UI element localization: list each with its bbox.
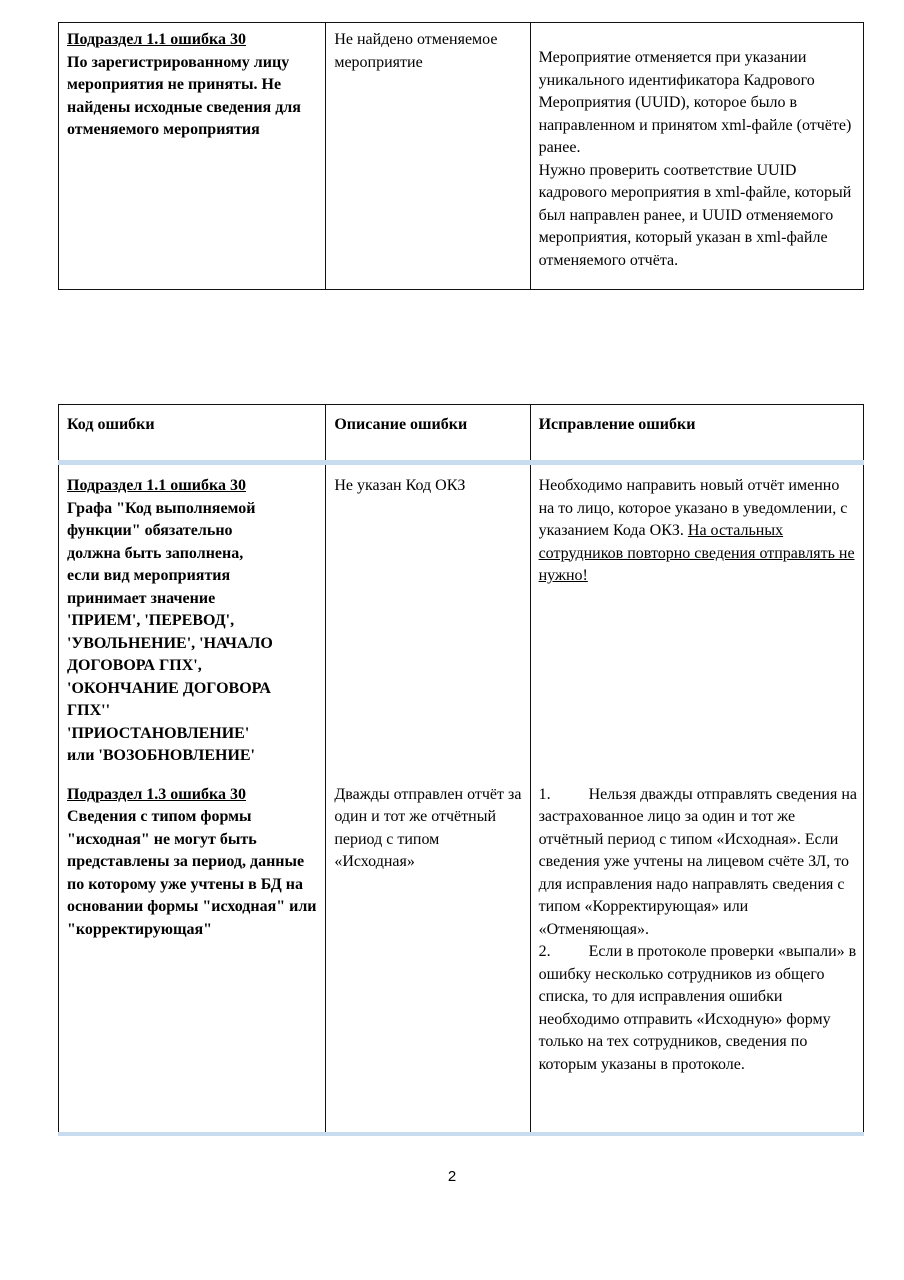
error-code-cell (59, 23, 325, 148)
page-number: 2 (447, 1168, 457, 1185)
list-item: 2. Если в протоколе проверки «выпали» в ошибку несколько сотрудников из общего списка, то для исправления ошибки необходимо отправить «Исходную» форму только на тех сотрудников, сведения по которым указаны в протоколе. (538, 943, 857, 1073)
error-table (58, 404, 864, 1136)
error-description: Не указан Код ОКЗ (334, 477, 466, 494)
table-row (59, 23, 864, 290)
error-code-title: Подраздел 1.1 ошибка 30 (67, 31, 246, 48)
error-description: Дважды отправлен отчёт за один и тот же отчётный период с типом «Исходная» (334, 785, 522, 870)
header-description: Описание ошибки (334, 416, 468, 433)
header-code: Код ошибки (67, 416, 155, 433)
error-fix-paragraph: Мероприятие отменяется при указании уникального идентификатора Кадрового Мероприятия (UUID), которое было в направленном и принятом xml-файле (отчёте) ранее. (538, 49, 852, 156)
error-table-continued (58, 22, 864, 290)
error-fix (531, 774, 863, 1083)
error-code-title: Подраздел 1.1 ошибка 30 (67, 477, 246, 494)
error-code-text: По зарегистрированному лицу мероприятия не приняты. Не найдены исходные сведения для отменяемого мероприятия (67, 53, 301, 138)
list-item: 1. Нельзя дважды отправлять сведения на застрахованное лицо за один и тот же отчётный период с типом «Исходная». Если сведения уже учтены на лицевом счёте ЗЛ, то для исправления надо направлять сведения с типом «Корректирующая» или «Отменяющая». (538, 785, 857, 938)
table-header-row (59, 405, 864, 463)
table-row (59, 774, 864, 1134)
error-fix-paragraph: Нужно проверить соответствие UUID кадрового мероприятия в xml-файле, который был направлен ранее, и UUID отменяемого мероприятия, который указан в xml-файле отменяемого отчёта. (538, 161, 852, 269)
header-fix: Исправление ошибки (538, 416, 696, 433)
error-code-text: Сведения с типом формы "исходная" не могут быть представлены за период, данные по которому уже учтены в БД на основании формы "исходная" или "корректирующая" (67, 808, 317, 938)
table-row (59, 463, 864, 774)
fix-note-underlined: На остальных сотрудников повторно сведения отправлять не нужно! (538, 522, 855, 584)
error-code-cell: Подраздел 1.1 ошибка 30 Графа "Код выполняемой функции" обязательно должна быть заполнена, если вид мероприятия принимает значение 'ПРИЕМ', 'ПЕРЕВОД', 'УВОЛЬНЕНИЕ', 'НАЧАЛО ДОГОВОРА ГПХ', 'ОКОНЧАНИЕ ДОГОВОРА ГПХ'' 'ПРИОСТАНОВЛЕНИЕ' или 'ВОЗОБНОВЛЕНИЕ' (67, 477, 273, 764)
error-description: Не найдено отменяемое мероприятие (334, 31, 498, 71)
error-code-title: Подраздел 1.3 ошибка 30 (67, 785, 246, 803)
error-fix: Необходимо направить новый отчёт именно на то лицо, которое указано в уведомлении, с указанием Кода ОКЗ. На остальных сотрудников повторно сведения отправлять не нужно! (538, 477, 855, 584)
error-code-cell (59, 774, 325, 948)
error-fix (531, 23, 863, 278)
